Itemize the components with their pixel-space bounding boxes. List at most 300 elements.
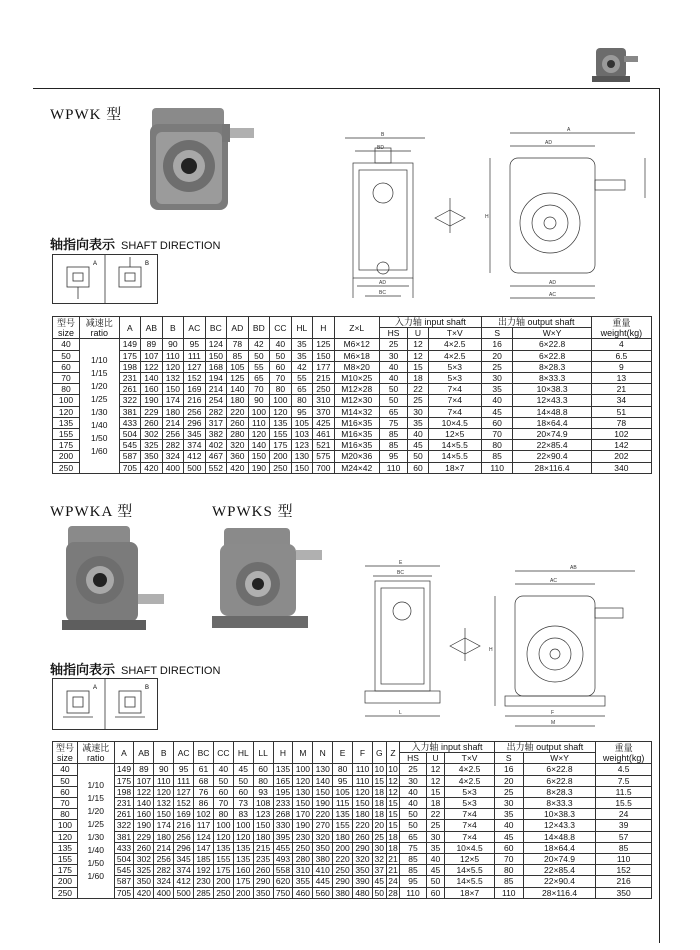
ratio-value: 1/25 [90,394,108,405]
table-row [53,350,652,361]
shaft-direction-diagram-1 [52,254,158,304]
header-input-cn: 入力轴 [394,317,422,327]
shaft-direction-icon [53,679,157,729]
table-cell: 102 [194,809,214,820]
table-cell: 7×4 [445,820,494,831]
header-col: G [372,742,386,764]
table-row [53,764,652,775]
header-col: M [293,742,313,764]
table-cell: 320 [313,831,333,842]
table-cell: 135 [53,417,80,428]
table-cell: 14×5.5 [428,451,481,462]
table-cell: 35 [481,384,513,395]
table-cell: 60 [53,361,80,372]
header-ratio-cn: 减速比 [85,317,113,328]
table-cell: 155 [213,854,233,865]
header-col: F [353,742,373,764]
table-cell: 21 [386,865,400,876]
svg-text:A: A [93,261,98,267]
table-cell: 117 [194,820,214,831]
table-cell: 280 [227,429,249,440]
table-cell: 350 [596,887,652,898]
table-cell: M20×36 [334,451,379,462]
table-cell: 110 [481,462,513,473]
table-cell: 40 [379,373,407,384]
table-cell: 433 [119,417,141,428]
header-col: B [154,742,174,764]
header-col: HL [233,742,253,764]
table-cell: 132 [154,798,174,809]
ratio-cell [79,339,119,473]
table-cell: 42 [248,339,270,350]
table-cell: 150 [353,798,373,809]
table-cell: 150 [293,798,313,809]
table-cell: M6×18 [334,350,379,361]
table-cell: 120 [53,406,80,417]
table-cell: 270 [313,820,333,831]
table-cell: 155 [270,429,292,440]
table-cell: 521 [313,440,335,451]
table-cell: 35 [494,809,523,820]
header-col: HS [400,753,426,764]
table-cell: 350 [141,451,163,462]
header-col: HS [379,328,407,339]
table-cell: 461 [313,429,335,440]
table-cell: 102 [591,429,651,440]
table-cell: 250 [313,384,335,395]
header-output-en: output shaft [527,317,575,327]
table-cell: 100 [213,820,233,831]
header-model [53,317,80,339]
table-cell: 15 [386,809,400,820]
table-cell: 215 [313,373,335,384]
table-cell: 135 [213,842,233,853]
table-cell: 152 [174,798,194,809]
table-cell: 30 [426,831,445,842]
header-col: AB [141,317,163,339]
table-cell: 110 [400,887,426,898]
table-cell: 4 [591,339,651,350]
table-cell: 374 [184,440,206,451]
ratio-value: 1/50 [87,858,104,869]
svg-text:AB: AB [570,565,577,571]
table-cell: 180 [353,809,373,820]
table-cell: 4.5 [596,764,652,775]
table-cell: 12 [386,775,400,786]
table-cell: 445 [313,876,333,887]
table-cell: 111 [184,350,206,361]
header-weight [591,317,651,339]
table-cell: 73 [233,798,253,809]
table-cell: 80 [253,775,273,786]
wpwk-title: WPWK 型 [50,107,123,123]
header-col: BC [194,742,214,764]
table-cell: 350 [253,887,273,898]
table-cell: 16 [481,339,513,350]
table-cell: 40 [494,820,523,831]
svg-text:AD: AD [549,280,556,286]
table-cell: 6×22.8 [513,350,591,361]
table-cell: 10×38.3 [523,809,595,820]
ratio-value: 1/60 [90,446,108,457]
table-cell: 24 [596,809,652,820]
table-cell: 70 [213,798,233,809]
table-cell: 35 [426,842,445,853]
table-cell: 7×4 [428,395,481,406]
table-cell: 4×2.5 [428,350,481,361]
table-cell: 40 [379,361,407,372]
table-cell: M16×35 [334,417,379,428]
header-col: Z×L [334,317,379,339]
table-cell: 4×2.5 [445,764,494,775]
table-cell: 256 [162,429,184,440]
table-cell: 45 [481,406,513,417]
table-cell: 40 [400,798,426,809]
table-cell: 110 [494,887,523,898]
table-row [53,451,652,462]
svg-text:BC: BC [397,570,404,576]
table-cell: 230 [194,876,214,887]
table-cell: 233 [273,798,293,809]
wpwk-table-body [53,339,652,473]
table-cell: 700 [313,462,335,473]
table-cell: 12×5 [445,854,494,865]
header-col: AD [227,317,249,339]
table-cell: 25 [426,820,445,831]
table-cell: M24×42 [334,462,379,473]
table-cell: 30 [400,775,426,786]
table-cell: 220 [353,820,373,831]
table-cell: 190 [293,820,313,831]
table-cell: M16×35 [334,429,379,440]
table-cell: 127 [184,361,206,372]
table-cell: 30 [408,406,428,417]
ratio-value: 1/15 [87,793,104,804]
wpwka-product-photo [62,524,166,634]
table-cell: 70 [270,373,292,384]
table-cell: 45 [408,440,428,451]
table-cell: 10 [386,764,400,775]
table-row [53,775,652,786]
table-row [53,406,652,417]
table-cell: 420 [227,462,249,473]
table-cell: 324 [162,451,184,462]
header-col: E [333,742,353,764]
table-cell: 185 [194,854,214,865]
table-cell: 100 [53,395,80,406]
table-cell: 216 [174,820,194,831]
table-cell: 122 [141,361,163,372]
table-cell: 65 [291,384,313,395]
table-cell: 18 [408,373,428,384]
table-cell: 400 [154,887,174,898]
table-cell: 34 [591,395,651,406]
table-cell: 18 [386,831,400,842]
table-cell: 268 [273,809,293,820]
table-cell: 192 [194,865,214,876]
table-cell: 6×22.8 [513,339,591,350]
table-cell: 467 [205,451,227,462]
table-cell: 110 [162,350,184,361]
table-cell: 120 [162,361,184,372]
table-cell: 4×2.5 [445,775,494,786]
table-cell: 345 [174,854,194,865]
table-cell: 324 [154,876,174,887]
table-cell: 8×33.3 [523,798,595,809]
svg-text:B: B [145,261,150,267]
shaft-direction-diagram-2 [52,678,158,730]
svg-text:B: B [381,132,385,138]
table-cell: 60 [253,764,273,775]
table-cell: 12 [386,786,400,797]
table-cell: 325 [141,440,163,451]
wpwks-title: WPWKS 型 [212,504,294,520]
table-cell: 12 [426,775,445,786]
table-cell: 78 [227,339,249,350]
table-cell: 100 [270,395,292,406]
table-cell: 57 [596,831,652,842]
header-col: Z [386,742,400,764]
wpwka-dimension-drawing [355,556,665,736]
table-cell: 215 [253,842,273,853]
table-cell: 35 [291,339,313,350]
table-cell: 80 [481,440,513,451]
table-cell: 12 [408,339,428,350]
table-row [53,887,652,898]
table-cell: 250 [53,887,78,898]
table-cell: 83 [233,809,253,820]
ratio-value: 1/15 [90,368,108,379]
table-cell: 302 [141,429,163,440]
table-cell: 85 [227,350,249,361]
table-cell: 85 [481,451,513,462]
table-cell: 254 [205,395,227,406]
table-cell: 110 [248,417,270,428]
table-cell: 15.5 [596,798,652,809]
table-cell: 105 [227,361,249,372]
table-cell: 40 [53,339,80,350]
header-col: H [313,317,335,339]
table-cell: 18 [426,798,445,809]
table-cell: 20 [372,820,386,831]
svg-text:A: A [567,127,571,133]
header-model-en: size [57,327,74,338]
table-cell: 10×4.5 [428,417,481,428]
table-cell: 410 [313,865,333,876]
table-cell: 18 [372,809,386,820]
table-cell: 50 [233,775,253,786]
table-row [53,842,652,853]
table-cell: 705 [119,462,141,473]
table-cell: 5×3 [428,373,481,384]
table-cell: 480 [353,887,373,898]
table-cell: 90 [162,339,184,350]
table-cell: 20 [494,775,523,786]
table-cell: 260 [253,865,273,876]
table-cell: 500 [174,887,194,898]
table-cell: 110 [379,462,407,473]
table-cell: 85 [400,865,426,876]
table-cell: 12 [408,350,428,361]
table-cell: 11.5 [596,786,652,797]
table-cell: 433 [114,842,134,853]
table-cell: 40 [400,786,426,797]
table-row [53,339,652,350]
table-cell: 7×4 [445,809,494,820]
table-cell: 22×85.4 [513,440,591,451]
table-cell: 100 [248,406,270,417]
table-cell: 350 [313,842,333,853]
table-cell: 285 [194,887,214,898]
table-cell: 152 [596,865,652,876]
table-cell: 25 [372,831,386,842]
table-cell: 180 [162,406,184,417]
table-cell: 25 [400,764,426,775]
table-row [53,440,652,451]
table-cell: 107 [141,350,163,361]
svg-text:AC: AC [550,578,557,584]
header-col: U [426,753,445,764]
shaft-direction-label-1 [50,234,220,253]
table-cell: 70 [53,373,80,384]
table-cell: 100 [233,820,253,831]
table-cell: 350 [134,876,154,887]
table-cell: 30 [372,842,386,853]
table-row [53,384,652,395]
header-col: BD [248,317,270,339]
header-output-shaft [481,317,591,328]
shaft-direction-cn: 轴指向表示 [50,662,116,677]
table-cell: 504 [119,429,141,440]
table-cell: 620 [273,876,293,887]
table-cell: 500 [184,462,206,473]
table-cell: 22×90.4 [523,876,595,887]
table-cell: 103 [291,429,313,440]
table-cell: 18 [372,786,386,797]
table-cell: 135 [333,809,353,820]
table-cell: 18 [386,842,400,853]
table-cell: 170 [293,809,313,820]
table-cell: 60 [408,462,428,473]
table-cell: 200 [270,451,292,462]
table-cell: 95 [400,876,426,887]
table-cell: 60 [213,786,233,797]
ratio-value: 1/50 [90,433,108,444]
table-cell: 18×7 [445,887,494,898]
table-cell: 160 [233,865,253,876]
table-cell: 7.5 [596,775,652,786]
ratio-value: 1/60 [87,871,104,882]
table-cell: 282 [205,406,227,417]
header-input-shaft [379,317,481,328]
table-cell: 14×48.8 [513,406,591,417]
table-cell: 282 [162,440,184,451]
table-cell: 50 [379,384,407,395]
table-cell: 93 [253,786,273,797]
table-cell: 220 [313,809,333,820]
table-cell: 216 [184,395,206,406]
table-cell: 150 [162,384,184,395]
table-cell: 200 [233,887,253,898]
header-col: A [114,742,134,764]
table-cell: 587 [119,451,141,462]
table-cell: 402 [205,440,227,451]
table-cell: 256 [154,854,174,865]
table-cell: 374 [174,865,194,876]
table-cell: 150 [313,786,333,797]
table-cell: 8×28.3 [513,361,591,372]
header-col: T×V [445,753,494,764]
table-cell: 89 [141,339,163,350]
header-output-shaft [494,742,596,753]
table-cell: 95 [184,339,206,350]
table-cell: 260 [134,842,154,853]
table-cell: 95 [291,406,313,417]
header-ratio-cn: 减速比 [82,742,110,753]
table-cell: 175 [270,440,292,451]
table-cell: 174 [162,395,184,406]
table-cell: 32 [372,854,386,865]
table-cell: 89 [134,764,154,775]
table-cell: 123 [253,809,273,820]
table-cell: 169 [174,809,194,820]
table-cell: 85 [400,854,426,865]
table-cell: 350 [353,865,373,876]
table-cell: 135 [233,842,253,853]
header-col: B [162,317,184,339]
table-cell: 14×5.5 [428,440,481,451]
table-cell: 340 [591,462,651,473]
header-col: CC [213,742,233,764]
table-cell: 123 [291,440,313,451]
svg-text:A: A [93,685,98,691]
table-cell: 65 [400,831,426,842]
table-cell: 60 [481,417,513,428]
table-cell: 260 [353,831,373,842]
table-cell: 7×4 [428,406,481,417]
header-col: CC [270,317,292,339]
table-cell: 504 [114,854,134,865]
table-row [53,417,652,428]
table-cell: 40 [481,395,513,406]
table-cell: 135 [273,764,293,775]
table-cell: 95 [333,775,353,786]
header-input-shaft [400,742,494,753]
table-cell: 85 [596,842,652,853]
table-cell: 135 [53,842,78,853]
table-cell: 95 [379,451,407,462]
header-col: W×Y [513,328,591,339]
wpwk-dimension-drawing [335,118,665,308]
table-cell: 21 [591,384,651,395]
table-cell: 155 [53,429,80,440]
table-cell: 50 [270,350,292,361]
table-cell: 120 [53,831,78,842]
header-col: BC [205,317,227,339]
table-row [53,809,652,820]
table-cell: 155 [53,854,78,865]
table-cell: 22 [408,384,428,395]
table-cell: 200 [213,876,233,887]
table-cell: 100 [293,764,313,775]
table-cell: 15 [386,798,400,809]
table-cell: 180 [333,831,353,842]
table-cell: 125 [313,339,335,350]
table-cell: 76 [194,786,214,797]
table-cell: 214 [162,417,184,428]
header-output-en: output shaft [536,742,584,752]
svg-text:M: M [551,720,556,726]
